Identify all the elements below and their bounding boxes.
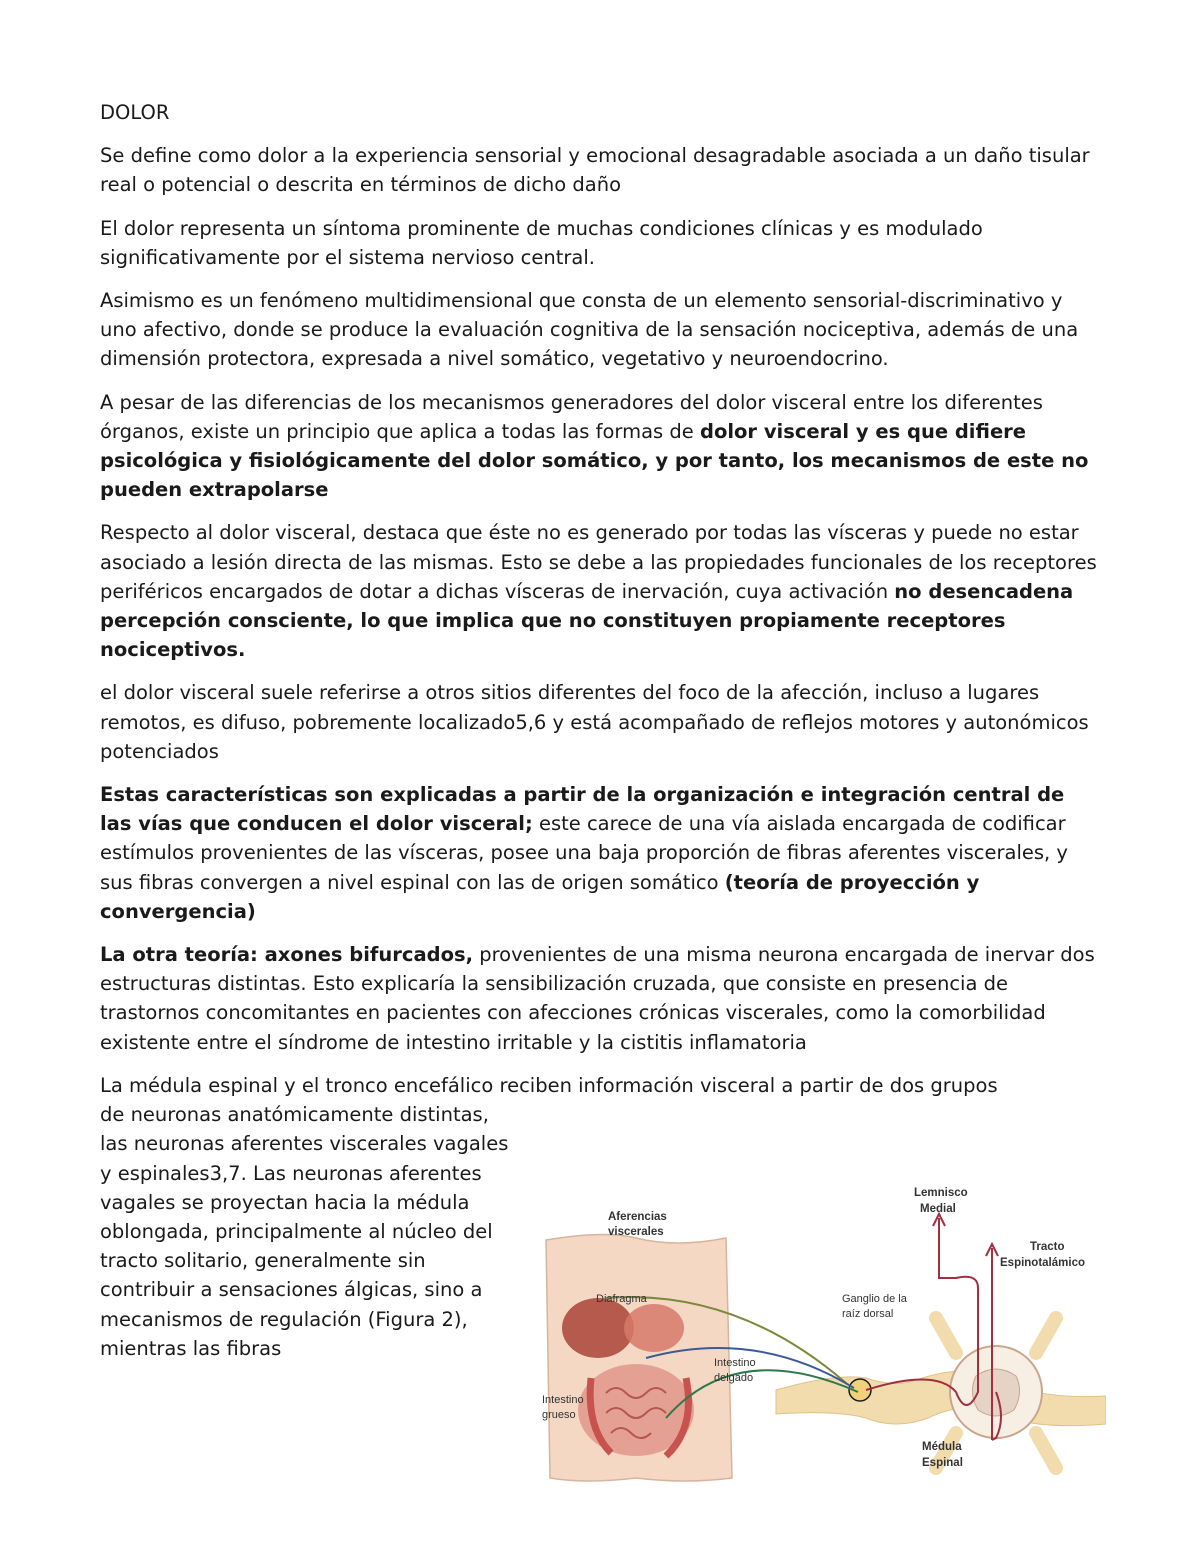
anatomy-illustration: [536, 1178, 1106, 1490]
paragraph-definition: Se define como dolor a la experiencia sensorial y emocional desagradable asociada a un daño tisular real o potencial o descrita en términos de dicho daño: [100, 144, 1090, 197]
label-aferencias: Aferencias viscerales: [608, 1211, 667, 1238]
label-lemnisco: Lemnisco Medial: [914, 1187, 968, 1215]
visceral-afferents-figure: [536, 1178, 1106, 1490]
paragraph-referred-pain: el dolor visceral suele referirse a otros sitios diferentes del foco de la afección, incluso a lugares remotos, es difuso, pobremente localizado5,6 y está acompañado de reflejos motores y autonómicos potenciados: [100, 681, 1089, 763]
paragraph-convergence: [100, 780, 1100, 926]
bold-text: Estas características son explicadas a partir de la organización e integración central de las vías que conducen el dolor visceral;: [100, 783, 1065, 836]
text: este carece de una vía aislada encargada de codificar estímulos provenientes de las vísceras, posee una baja proporción de fibras aferentes viscerales, y sus fibras convergen a nivel espinal con las de origen somático: [100, 812, 1068, 894]
text: A pesar de las diferencias de los mecanismos generadores del dolor visceral entre los diferentes órganos, existe un principio que aplica a todas las formas de: [100, 390, 1043, 443]
bold-text: no desencadena percepción consciente, lo que implica que no constituyen propiamente receptores nociceptivos.: [100, 579, 1074, 662]
bold-text: La otra teoría: axones bifurcados,: [100, 943, 473, 967]
stomach-shape: [624, 1304, 684, 1352]
paragraph-visceral-receptors: [100, 518, 1100, 664]
liver-shape: [562, 1298, 634, 1358]
label-intestino-grueso: Intestino grueso: [542, 1394, 584, 1421]
label-diafragma: Diafragma: [596, 1293, 647, 1305]
label-intestino-delgado: Intestino delgado: [714, 1357, 756, 1384]
text: La médula espinal y el tronco encefálico reciben información visceral a partir de dos grupos: [100, 1073, 998, 1097]
paragraph-multidimensional: Asimismo es un fenómeno multidimensional que consta de un elemento sensorial-discriminativo y uno afectivo, donde se produce la evaluación cognitiva de la sensación nociceptiva, además de una dimensión protectora, expresada a nivel somático, vegetativo y neuroendocrino.: [100, 289, 1079, 371]
label-medula: Médula Espinal: [922, 1441, 963, 1469]
doc-title: DOLOR: [100, 101, 170, 124]
label-ganglio: Ganglio de la raíz dorsal: [842, 1293, 907, 1320]
bold-text: (teoría de proyección y convergencia): [100, 870, 980, 923]
paragraph-bifurcated-axons: [100, 940, 1100, 1057]
paragraph-visceral-difference: [100, 388, 1100, 505]
label-tracto: Tracto Espinotalámico: [1000, 1241, 1085, 1269]
paragraph-symptom: El dolor representa un síntoma prominente de muchas condiciones clínicas y es modulado significativamente por el sistema nervioso central.: [100, 216, 983, 269]
text: de neuronas anatómicamente distintas, las neuronas aferentes viscerales vagales y espinales3,7. Las neuronas aferentes vagales se proyectan hacia la médula oblongada, principalmente al núcleo del tracto solitario, generalmente sin contribuir a sensaciones álgicas, sino a mecanismos de regulación (Figura 2), mientras las fibras: [100, 1103, 509, 1360]
text: provenientes de una misma neurona encargada de inervar dos estructuras distintas. Esto explicaría la sensibilización cruzada, que consiste en presencia de trastornos concomitantes en pacientes con afecciones crónicas viscerales, como la comorbilidad existente entre el síndrome de intestino irritable y la cistitis inflamatoria: [100, 943, 1095, 1054]
bold-text: dolor visceral y es que difiere psicológica y fisiológicamente del dolor somático, y por tanto, los mecanismos de este no pueden extrapolarse: [100, 419, 1089, 502]
text: Respecto al dolor visceral, destaca que éste no es generado por todas las vísceras y puede no estar asociado a lesión directa de las mismas. Esto se debe a las propiedades funcionales de los receptores periféricos encargados de dotar a dichas vísceras de inervación, cuya activación: [100, 521, 1097, 603]
